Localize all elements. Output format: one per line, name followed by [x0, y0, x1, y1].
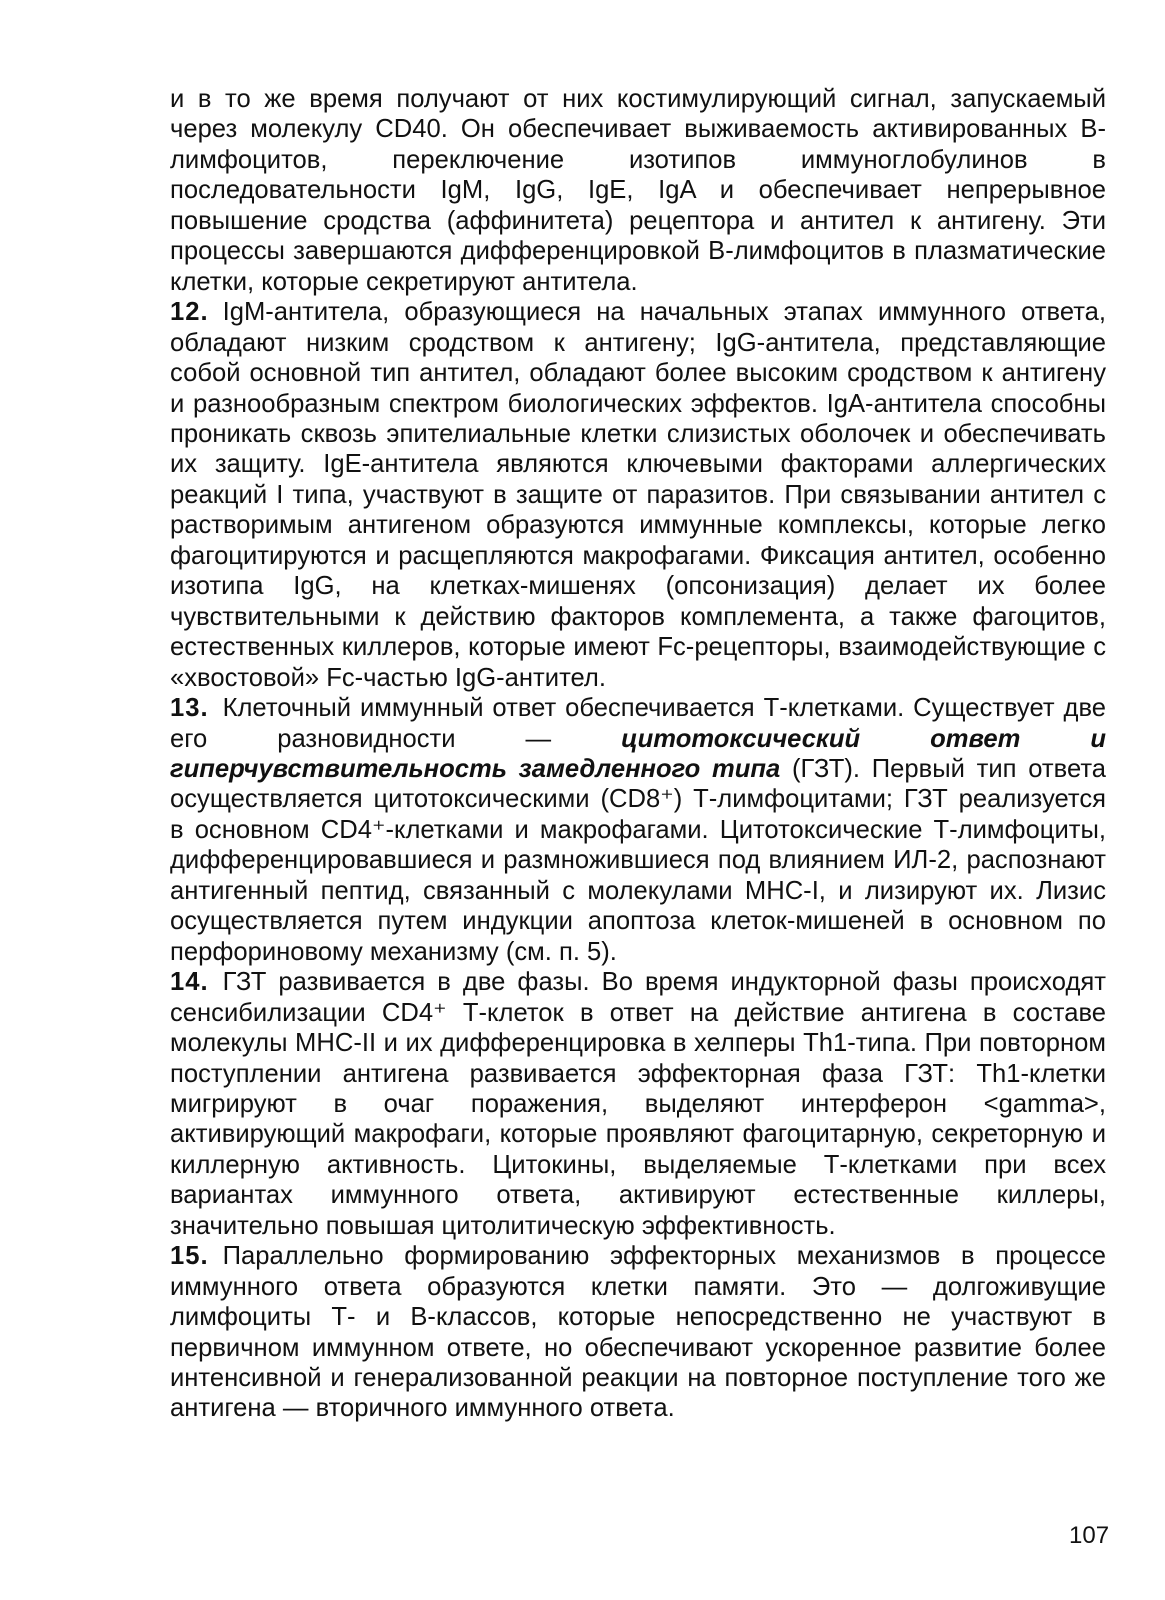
body-text — [170, 84, 1106, 1424]
paragraph-12-text: IgM-антитела, образующиеся на начальных этапах иммунного ответа, обладают низким сродством к антигену; IgG-антитела, представляющие собой основной тип антител, обладают более высоким сродством к антигену и разнообразным спектром биологических эффектов. IgA-антитела способны проникать сквозь эпителиальные клетки слизистых оболочек и обеспечивать их защиту. IgE-антитела являются ключевыми факторами аллергических реакций I типа, участвуют в защите от паразитов. При связывании антител с растворимым антигеном образуются иммунные комплексы, которые легко фагоцитируются и расщепляются макрофагами. Фиксация антител, особенно изотипа IgG, на клетках-мишенях (опсонизация) делает их более чувствительными к действию факторов комплемента, а также фагоцитов, естественных киллеров, которые имеют Fc-рецепторы, взаимодействующие с «хвостовой» Fc-частью IgG-антител. — [170, 298, 1106, 692]
paragraph-14-text: ГЗТ развивается в две фазы. Во время индукторной фазы происходят сенсибилизации CD4⁺ Т-клеток в ответ на действие антигена в составе молекулы МНС-II и их дифференцировка в хелперы Th1-типа. При повторном поступлении антигена развивается эффекторная фаза ГЗТ: Th1-клетки мигрируют в очаг поражения, выделяют интерферон <gamma>, активирующий макрофаги, которые проявляют фагоцитарную, секреторную и киллерную активность. Цитокины, выделяемые Т-клетками при всех вариантах иммунного ответа, активируют естественные киллеры, значительно повышая цитолитическую эффективность. — [170, 968, 1106, 1240]
paragraph-13-emphasis: цитотоксический ответ и гиперчувствительность замедленного типа — [170, 724, 1106, 783]
page-number: 107 — [1069, 1522, 1110, 1549]
item-number-15: 15. — [170, 1242, 209, 1271]
item-number-14: 14. — [170, 968, 209, 997]
paragraph-14 — [170, 967, 1106, 1241]
paragraph-11-continued: и в то же время получают от них костимулирующий сигнал, запускаемый через молекулу CD40. Он обеспечивает выживаемость активированных В-лимфоцитов, переключение изотипов иммуноглобулинов в последовательности IgM, IgG, IgE, IgA и обеспечивает непрерывное повышение сродства (аффинитета) рецептора и антител к антигену. Эти процессы завершаются дифференцировкой В-лимфоцитов в плазматические клетки, которые секретируют антитела. — [170, 85, 1106, 296]
item-number-12: 12. — [170, 298, 209, 327]
paragraph-13-text-a: Клеточный иммунный ответ обеспечивается Т-клетками. Существует две его разновидности — — [170, 694, 1106, 753]
paragraph-15-text: Параллельно формированию эффекторных механизмов в процессе иммунного ответа образуются клетки памяти. Это — долгоживущие лимфоциты Т- и В-классов, которые непосредственно не участвуют в первичном иммунном ответе, но обеспечивают ускоренное развитие более интенсивной и генерализованной реакции на повторное поступление того же антигена — вторичного иммунного ответа. — [170, 1242, 1106, 1423]
item-number-13: 13. — [170, 694, 209, 723]
paragraph-12 — [170, 297, 1106, 693]
paragraph-13 — [170, 693, 1106, 967]
paragraph-13-text-b: (ГЗТ). Первый тип ответа осуществляется цитотоксическими (CD8⁺) Т-лимфоцитами; ГЗТ реализуется в основном CD4⁺-клетками и макрофагами. Цитотоксические Т-лимфоциты, дифференцировавшиеся и размножившиеся под влиянием ИЛ-2, распознают антигенный пептид, связанный с молекулами МНС-I, и лизируют их. Лизис осуществляется путем индукции апоптоза клеток-мишеней в основном по перфориновому механизму (см. п. 5). — [170, 754, 1106, 966]
paragraph-15 — [170, 1241, 1106, 1424]
